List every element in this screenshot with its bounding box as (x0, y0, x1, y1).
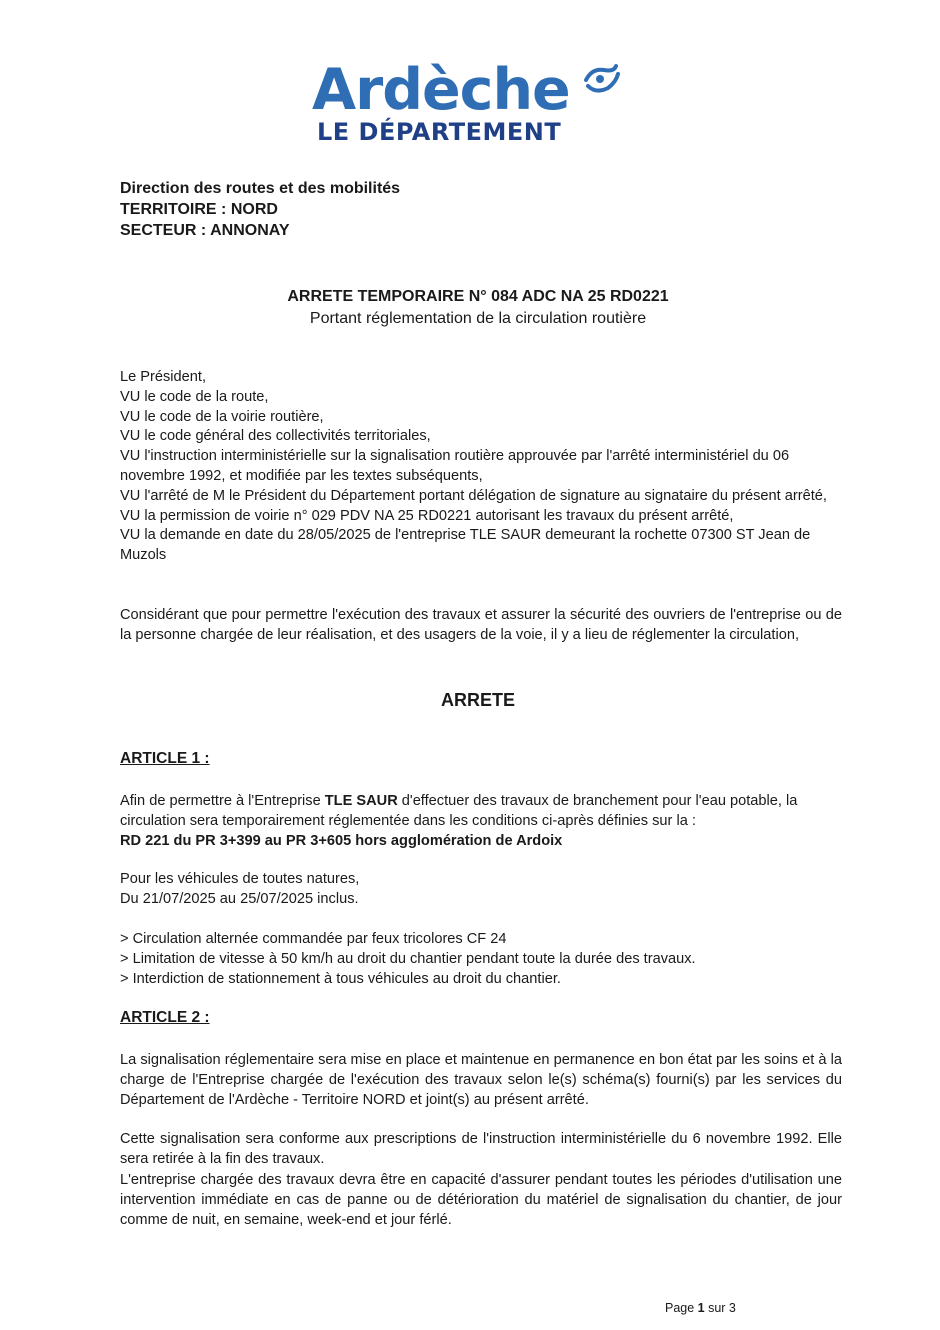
preamble-line: VU le code de la voirie routière, (120, 408, 324, 425)
article-2-paragraph-2: Cette signalisation sera conforme aux prescriptions de l'instruction interministérielle du 6 novembre 1992. Elle sera retirée à la fin des travaux. (120, 1131, 842, 1167)
direction-line: Direction des routes et des mobilités (120, 180, 401, 197)
page-total: sur 3 (704, 1301, 736, 1315)
preamble-line: VU l'instruction interministérielle sur la signalisation routière approuvée par l'arrêté interministériel du 06 novembre 1992, et modifiée par les textes subséquents, (120, 448, 790, 484)
preamble-line: VU la permission de voirie n° 029 PDV NA 25 RD0221 autorisant les travaux du présent arrêté, (120, 507, 734, 524)
article-2-paragraph-3: L'entreprise chargée des travaux devra être en capacité d'assurer pendant toutes les périodes d'utilisation une intervention immédiate en cas de panne ou de détérioration du matériel de signalisation du chantier, de jour comme de nuit, en semaine, week-end et jour férlé. (120, 1172, 842, 1228)
article-1-heading: ARTICLE 1 : (120, 750, 210, 767)
page-number: 1 (697, 1301, 705, 1315)
intro-text: Afin de permettre à l'Entreprise (120, 793, 325, 809)
department-logo (312, 58, 632, 153)
road-location: RD 221 du PR 3+399 au PR 3+605 hors agglomération de Ardoix (120, 833, 563, 849)
logo-subtitle: LE DÉPARTEMENT (317, 118, 562, 146)
territory-line: TERRITOIRE : NORD (120, 201, 278, 218)
header-block (120, 178, 400, 241)
measures-list (120, 930, 842, 989)
decree-subtitle: Portant réglementation de la circulation routière (309, 310, 647, 327)
article-1-intro (120, 792, 842, 832)
sector-line: SECTEUR : ANNONAY (120, 222, 290, 239)
page-label: Page (665, 1301, 698, 1315)
preamble-line: Le Président, (120, 369, 206, 385)
preamble (120, 368, 842, 566)
measure-item: > Interdiction de stationnement à tous véhicules au droit du chantier. (120, 970, 561, 987)
measure-item: > Circulation alternée commandée par feux tricolores CF 24 (120, 931, 507, 947)
measure-item: > Limitation de vitesse à 50 km/h au droit du chantier pendant toute la durée des travaux. (120, 950, 696, 967)
dates-line: Du 21/07/2025 au 25/07/2025 inclus. (120, 890, 359, 907)
vehicles-line: Pour les véhicules de toutes natures, (120, 871, 360, 887)
preamble-line: VU le code de la route, (120, 388, 269, 405)
logo-name: Ardèche (312, 57, 570, 123)
article-1-period (120, 870, 842, 910)
department-07-mark-icon (582, 60, 622, 96)
page-indicator (665, 1301, 736, 1315)
preamble-line: VU le code général des collectivités territoriales, (120, 428, 431, 445)
decree-heading: ARRETE (440, 690, 515, 710)
preamble-line: VU la demande en date du 28/05/2025 de l'entreprise TLE SAUR demeurant la rochette 07300 ST Jean de Muzols (120, 527, 811, 564)
article-2-paragraph-1: La signalisation réglementaire sera mise en place et maintenue en permanence en bon état par les soins et à la charge de l'Entreprise chargée de l'exécution des travaux selon le(s) schéma(s) fourni(s) par les services du Département de l'Ardèche - Territoire NORD et joint(s) au présent arrêté. (120, 1052, 842, 1108)
company-name: TLE SAUR (324, 793, 398, 809)
considering-paragraph: Considérant que pour permettre l'exécution des travaux et assurer la sécurité des ouvriers de l'entreprise ou de la personne chargée de leur réalisation, et des usagers de la voie, il y a lieu de réglementer la circulation, (120, 607, 842, 643)
intro-text: d'effectuer des travaux de branchement pour l'eau potable, la circulation sera temporairement réglementée dans les conditions ci-après définies sur la : (120, 793, 798, 829)
decree-title: ARRETE TEMPORAIRE N° 084 ADC NA 25 RD0221 (287, 288, 669, 305)
preamble-line: VU l'arrêté de M le Président du Département portant délégation de signature au signataire du présent arrêté, (120, 487, 827, 504)
article-2-heading: ARTICLE 2 : (120, 1009, 210, 1026)
